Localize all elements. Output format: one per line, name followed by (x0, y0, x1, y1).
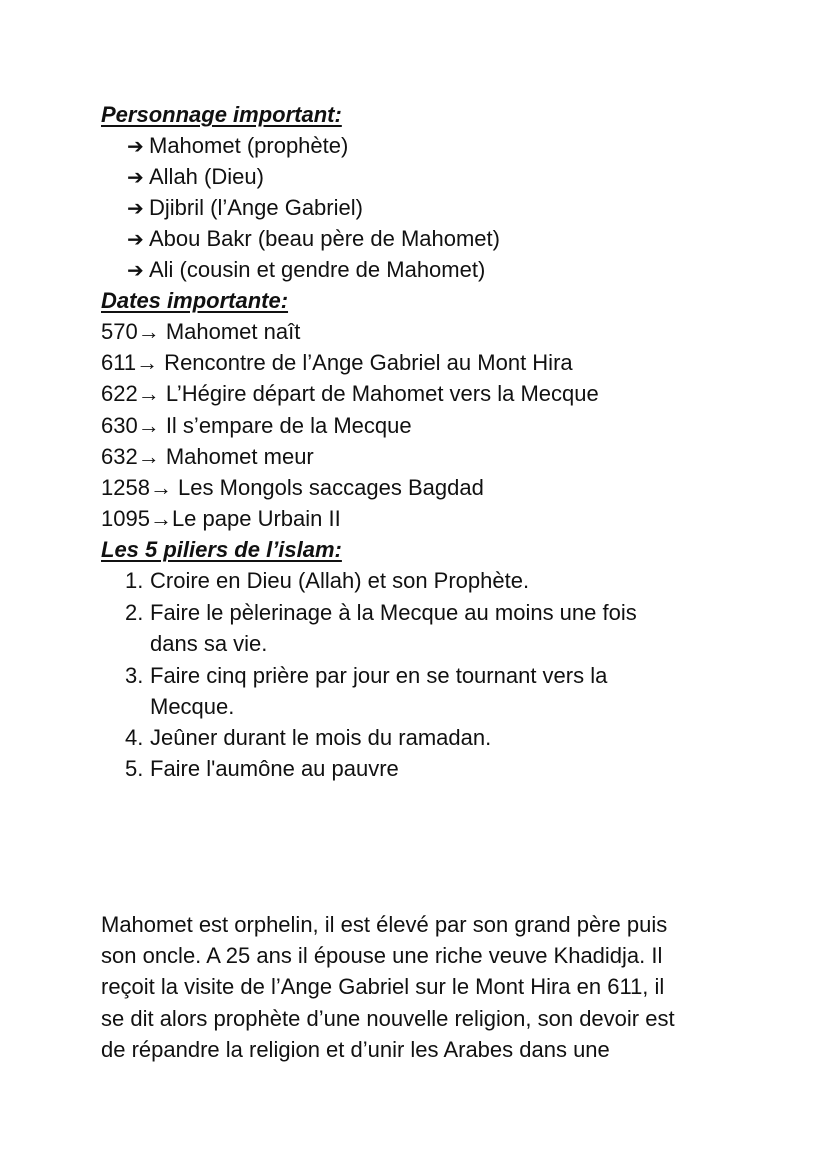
item-text: Jeûner durant le mois du ramadan. (150, 725, 492, 750)
numbered-item (125, 753, 399, 784)
list-item-personnage (127, 223, 500, 255)
item-number: 3. (125, 663, 144, 688)
list-item-text: Djibril (l’Ange Gabriel) (149, 195, 363, 220)
list-item-personnage (127, 161, 264, 193)
paragraph-line: Mahomet est orphelin, il est élevé par son grand père puis (101, 912, 668, 937)
list-item-text: Ali (cousin et gendre de Mahomet) (149, 257, 486, 282)
date-item: 1095→Le pape Urbain II (101, 506, 341, 531)
list-item-text: Abou Bakr (beau père de Mahomet) (149, 226, 500, 251)
date-item: 570→ Mahomet naît (101, 319, 301, 344)
body-paragraph (101, 909, 731, 1065)
date-item: 632→ Mahomet meur (101, 444, 314, 469)
numbered-item (125, 597, 637, 628)
item-text-continuation: dans sa vie. (150, 631, 268, 656)
list-item-text: Allah (Dieu) (149, 164, 264, 189)
item-text: Faire le pèlerinage à la Mecque au moins une fois (150, 600, 637, 625)
list-item-personnage (127, 192, 363, 224)
item-number: 2. (125, 600, 144, 625)
list-item-personnage (127, 254, 485, 286)
date-item: 622→ L’Hégire départ de Mahomet vers la Mecque (101, 381, 599, 406)
item-text: Croire en Dieu (Allah) et son Prophète. (150, 568, 530, 593)
arrow-icon: ➔ (127, 196, 144, 220)
paragraph-line: son oncle. A 25 ans il épouse une riche veuve Khadidja. Il (101, 943, 663, 969)
numbered-item (125, 722, 491, 753)
arrow-icon: ➔ (127, 165, 144, 189)
item-text-continuation: Mecque. (150, 694, 235, 719)
numbered-item (125, 565, 529, 596)
arrow-icon: ➔ (127, 227, 144, 251)
heading-piliers: Les 5 piliers de l’islam: (101, 537, 342, 562)
item-text: Faire l'aumône au pauvre (150, 756, 399, 781)
item-number: 4. (125, 725, 144, 750)
paragraph-line: de répandre la religion et d’unir les Arabes dans une (101, 1036, 610, 1062)
date-item: 611→ Rencontre de l’Ange Gabriel au Mont Hira (101, 350, 573, 375)
item-number: 1. (125, 568, 144, 593)
list-item-text: Mahomet (prophète) (149, 133, 349, 158)
arrow-icon: ➔ (127, 258, 144, 282)
item-text: Faire cinq prière par jour en se tournant vers la (150, 663, 608, 688)
numbered-item (125, 660, 607, 691)
heading-dates: Dates importante: (101, 288, 289, 313)
paragraph-line: reçoit la visite de l’Ange Gabriel sur le Mont Hira en 611, il (101, 974, 665, 1000)
paragraph-line: se dit alors prophète d’une nouvelle religion, son devoir est (101, 1005, 675, 1031)
heading-personnages: Personnage important: (101, 102, 342, 127)
list-item-personnage (127, 130, 348, 162)
item-number: 5. (125, 756, 144, 781)
arrow-icon: ➔ (127, 134, 144, 158)
date-item: 1258→ Les Mongols saccages Bagdad (101, 475, 484, 500)
date-item: 630→ Il s’empare de la Mecque (101, 413, 412, 438)
